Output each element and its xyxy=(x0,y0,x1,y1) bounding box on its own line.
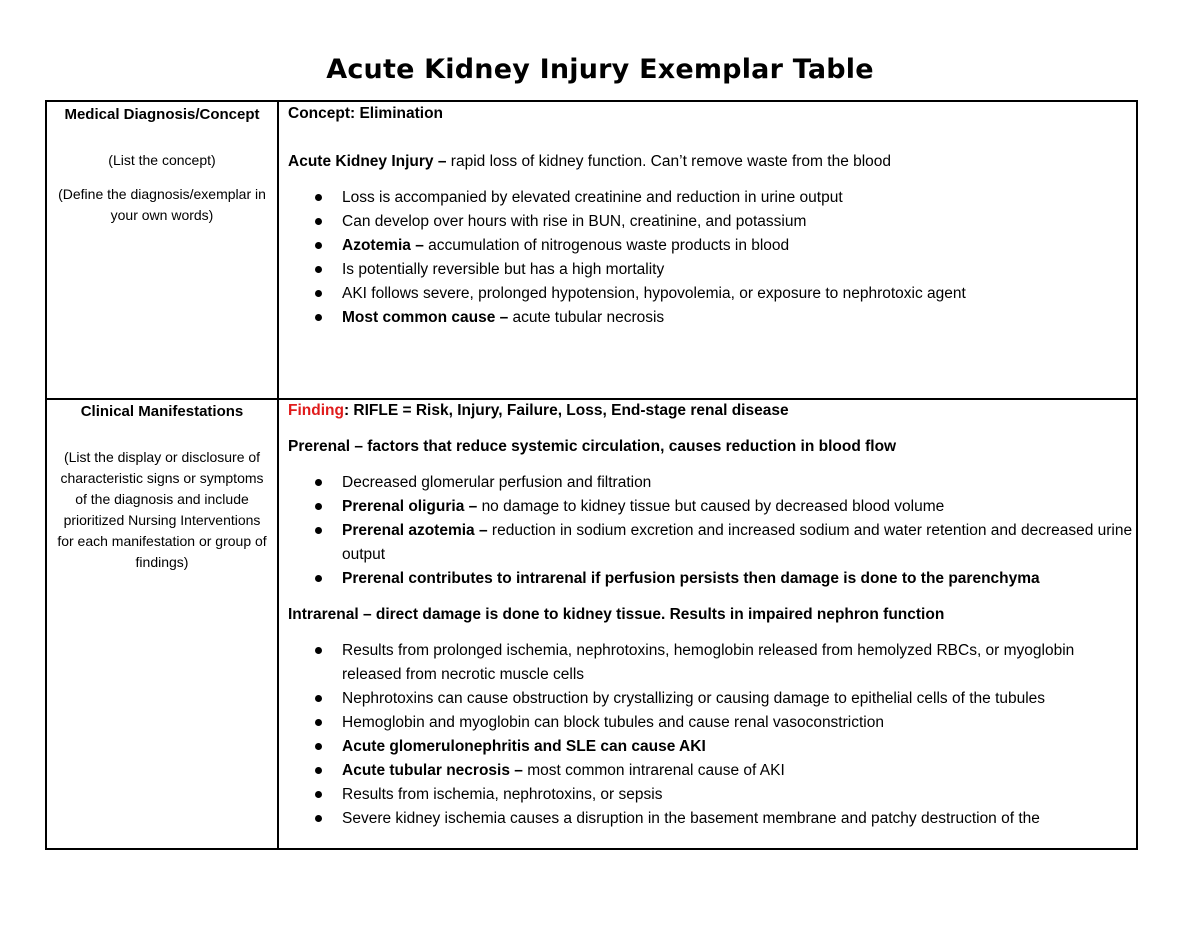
manifestations-content-cell xyxy=(288,399,1133,831)
bullet-bold-text: Acute tubular necrosis – xyxy=(342,762,528,779)
bullet-dot-icon xyxy=(315,503,322,510)
bullet-text: Decreased glomerular perfusion and filtration xyxy=(342,474,652,491)
bullet-bold-text: Prerenal oliguria – xyxy=(342,498,482,515)
bullet-text: Nephrotoxins can cause obstruction by crystallizing or causing damage to epithelial cells of the tubules xyxy=(342,690,1046,707)
aki-definition xyxy=(288,150,1133,174)
bullet-dot-icon xyxy=(315,479,322,486)
bullet-text: Is potentially reversible but has a high mortality xyxy=(342,261,665,278)
bullet-item xyxy=(288,687,1133,711)
definition-term: Acute Kidney Injury – xyxy=(288,153,451,170)
bullet-item xyxy=(288,495,1133,519)
document-title: Acute Kidney Injury Exemplar Table xyxy=(326,54,874,85)
bullet-text: accumulation of nitrogenous waste products in blood xyxy=(428,237,790,254)
diagnosis-label-cell xyxy=(47,104,277,226)
intrarenal-heading: Intrarenal – direct damage is done to kidney tissue. Results in impaired nephron function xyxy=(288,606,945,623)
bullet-item xyxy=(288,282,1133,306)
bullet-bold-text: Azotemia – xyxy=(342,237,429,254)
bullet-text: Severe kidney ischemia causes a disruption in the basement membrane and patchy destruction of the xyxy=(342,810,1040,827)
bullet-dot-icon xyxy=(315,194,322,201)
bullet-dot-icon xyxy=(315,527,322,534)
bullet-item xyxy=(288,306,1133,330)
bullet-dot-icon xyxy=(315,575,322,582)
bullet-item xyxy=(288,711,1133,735)
prerenal-bullet-list xyxy=(288,471,1133,591)
finding-line xyxy=(288,399,1133,423)
bullet-text: acute tubular necrosis xyxy=(512,309,665,326)
manifestations-note: (List the display or disclosure of characteristic signs or symptoms of the diagnosis and include prioritized Nursing Interventions for each manifestation or group of findings) xyxy=(57,449,267,570)
bullet-item xyxy=(288,519,1133,567)
bullet-text: Hemoglobin and myoglobin can block tubules and cause renal vasoconstriction xyxy=(342,714,884,731)
manifestations-heading: Clinical Manifestations xyxy=(80,403,244,420)
bullet-dot-icon xyxy=(315,242,322,249)
bullet-dot-icon xyxy=(315,743,322,750)
diagnosis-note-define: (Define the diagnosis/exemplar in your own words) xyxy=(58,186,266,223)
bullet-dot-icon xyxy=(315,815,322,822)
bullet-bold-text: Prerenal azotemia – xyxy=(342,522,492,539)
bullet-bold-text: Most common cause – xyxy=(342,309,513,326)
diagnosis-heading: Medical Diagnosis/Concept xyxy=(64,106,260,123)
bullet-bold-text: Prerenal contributes to intrarenal if perfusion persists then damage is done to the parenchyma xyxy=(342,570,1040,587)
bullet-item xyxy=(288,471,1133,495)
diagnosis-content-cell xyxy=(288,102,1133,330)
exemplar-table xyxy=(45,100,1138,850)
definition-text: rapid loss of kidney function. Can’t remove waste from the blood xyxy=(450,153,892,170)
bullet-item xyxy=(288,735,1133,759)
bullet-dot-icon xyxy=(315,647,322,654)
bullet-text: Loss is accompanied by elevated creatinine and reduction in urine output xyxy=(342,189,843,206)
prerenal-heading: Prerenal – factors that reduce systemic circulation, causes reduction in blood flow xyxy=(288,438,897,455)
bullet-dot-icon xyxy=(315,695,322,702)
bullet-text: reduction in sodium excretion and increased sodium and water retention and decreased urine output xyxy=(342,522,1133,563)
bullet-item xyxy=(288,234,1133,258)
column-divider xyxy=(277,102,279,848)
bullet-dot-icon xyxy=(315,314,322,321)
bullet-dot-icon xyxy=(315,218,322,225)
bullet-text: Can develop over hours with rise in BUN, creatinine, and potassium xyxy=(342,213,807,230)
finding-label: Finding xyxy=(288,402,344,419)
diagnosis-note-concept: (List the concept) xyxy=(108,152,216,168)
definition-bullet-list xyxy=(288,186,1133,330)
bullet-dot-icon xyxy=(315,791,322,798)
bullet-dot-icon xyxy=(315,290,322,297)
bullet-text: Results from ischemia, nephrotoxins, or sepsis xyxy=(342,786,663,803)
bullet-dot-icon xyxy=(315,266,322,273)
bullet-item xyxy=(288,807,1133,831)
finding-text: : RIFLE = Risk, Injury, Failure, Loss, End-stage renal disease xyxy=(343,402,789,419)
bullet-item xyxy=(288,759,1133,783)
bullet-text: AKI follows severe, prolonged hypotension, hypovolemia, or exposure to nephrotoxic agent xyxy=(342,285,966,302)
bullet-dot-icon xyxy=(315,719,322,726)
bullet-item xyxy=(288,210,1133,234)
bullet-item xyxy=(288,567,1133,591)
bullet-dot-icon xyxy=(315,767,322,774)
bullet-item xyxy=(288,783,1133,807)
intrarenal-bullet-list xyxy=(288,639,1133,831)
bullet-text: no damage to kidney tissue but caused by decreased blood volume xyxy=(481,498,945,515)
bullet-bold-text: Acute glomerulonephritis and SLE can cause AKI xyxy=(342,738,706,755)
bullet-item xyxy=(288,186,1133,210)
bullet-item xyxy=(288,258,1133,282)
bullet-text: Results from prolonged ischemia, nephrotoxins, hemoglobin released from hemolyzed RBCs, or myoglobin released from necrotic muscle cells xyxy=(342,642,1075,683)
bullet-text: most common intrarenal cause of AKI xyxy=(527,762,785,779)
bullet-item xyxy=(288,639,1133,687)
manifestations-label-cell xyxy=(47,401,277,573)
concept-line: Concept: Elimination xyxy=(288,105,443,122)
